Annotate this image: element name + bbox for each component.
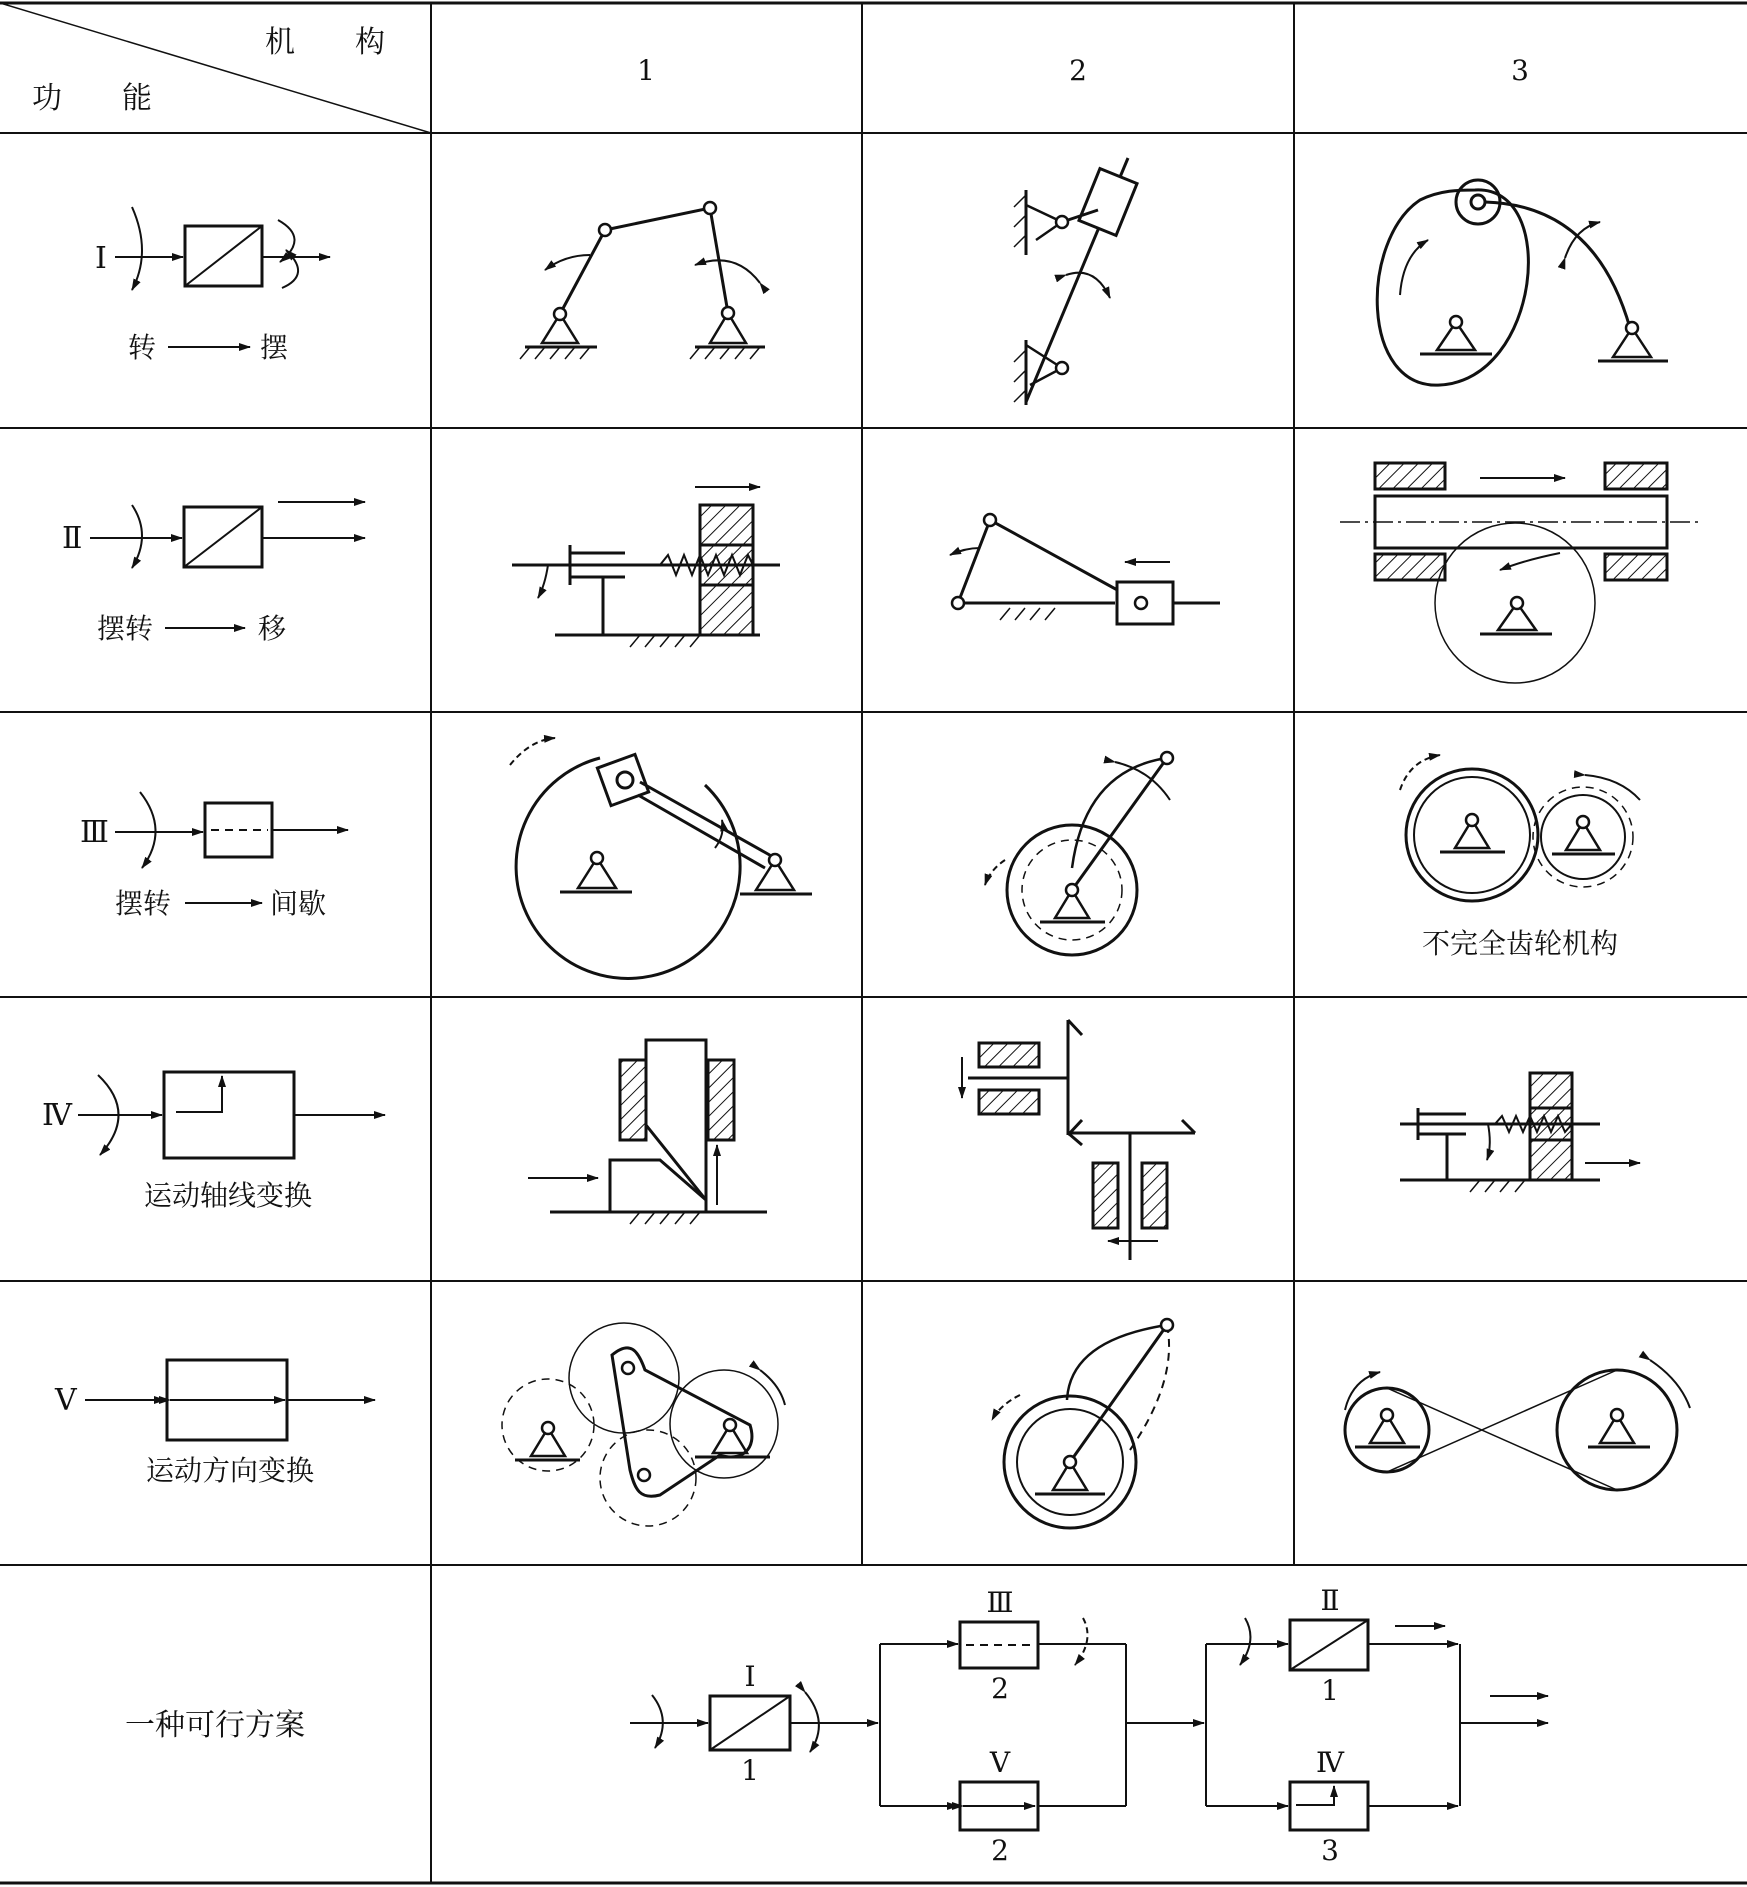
function-caption-to-2: 移 bbox=[258, 612, 287, 645]
scheme-block-roman-2: Ⅲ bbox=[986, 1586, 1014, 1619]
scheme-block-num-3: 2 bbox=[991, 1834, 1009, 1867]
mechanism-incomplete-gear bbox=[1400, 755, 1640, 960]
function-symbol-3 bbox=[80, 792, 348, 920]
scheme-flow-diagram bbox=[630, 1584, 1548, 1867]
header-column-1: 1 bbox=[637, 54, 655, 87]
mechanism-screw-nut bbox=[512, 487, 780, 647]
function-roman-2: Ⅱ bbox=[62, 521, 83, 556]
header-corner-mechanism: 机 构 bbox=[265, 25, 385, 60]
table-header bbox=[32, 25, 1529, 116]
scheme-block-num-2: 2 bbox=[991, 1672, 1009, 1705]
mechanism-screw-nut-2 bbox=[1400, 1073, 1640, 1192]
scheme-block-num-4: 1 bbox=[1321, 1674, 1339, 1707]
function-roman-1: Ⅰ bbox=[95, 241, 107, 276]
mechanism-crank-internal-gear bbox=[992, 1319, 1173, 1528]
function-caption-from-2: 摆转 bbox=[97, 612, 154, 645]
function-symbol-1 bbox=[95, 207, 330, 364]
scheme-block-num-1: 1 bbox=[741, 1754, 759, 1787]
function-roman-4: Ⅳ bbox=[42, 1098, 72, 1133]
mechanism-swinging-block bbox=[1014, 158, 1137, 405]
mechanism-four-bar-linkage bbox=[520, 202, 765, 359]
scheme-label: 一种可行方案 bbox=[125, 1708, 305, 1743]
function-roman-5: Ⅴ bbox=[55, 1383, 77, 1418]
header-column-2: 2 bbox=[1069, 54, 1087, 87]
function-caption-from-1: 转 bbox=[128, 331, 157, 364]
mechanism-internal-gear-arm bbox=[985, 752, 1173, 955]
function-symbol-2 bbox=[62, 502, 365, 645]
function-symbol-5 bbox=[54, 1360, 375, 1487]
scheme-block-roman-5: Ⅳ bbox=[1316, 1746, 1344, 1779]
function-caption-5: 运动方向变换 bbox=[145, 1454, 315, 1487]
scheme-block-roman-3: Ⅴ bbox=[989, 1746, 1011, 1779]
mechanism-bevel-gears bbox=[962, 1020, 1195, 1260]
scheme-block-num-5: 3 bbox=[1321, 1834, 1339, 1867]
function-roman-3: Ⅲ bbox=[80, 815, 109, 850]
scheme-block-roman-4: Ⅱ bbox=[1320, 1584, 1340, 1617]
mechanism-rack-pinion bbox=[1340, 463, 1700, 683]
function-symbol-4 bbox=[42, 1072, 385, 1212]
function-caption-from-3: 摆转 bbox=[115, 887, 172, 920]
function-caption-4: 运动轴线变换 bbox=[143, 1179, 313, 1212]
mechanism-wedge bbox=[528, 1040, 767, 1224]
mechanism-ratchet-disc bbox=[510, 738, 812, 978]
function-caption-to-1: 摆 bbox=[260, 331, 289, 364]
header-corner-function: 功 能 bbox=[32, 81, 152, 116]
mechanism-crossed-belt bbox=[1345, 1360, 1690, 1490]
incomplete-gear-caption: 不完全齿轮机构 bbox=[1421, 927, 1619, 960]
mechanism-slider-crank bbox=[950, 514, 1220, 624]
header-column-3: 3 bbox=[1511, 54, 1529, 87]
function-caption-to-3: 间歇 bbox=[270, 887, 327, 920]
mechanism-idler-gears bbox=[502, 1323, 785, 1526]
mechanism-cam-follower bbox=[1377, 180, 1668, 385]
scheme-block-roman-1: Ⅰ bbox=[744, 1660, 756, 1693]
